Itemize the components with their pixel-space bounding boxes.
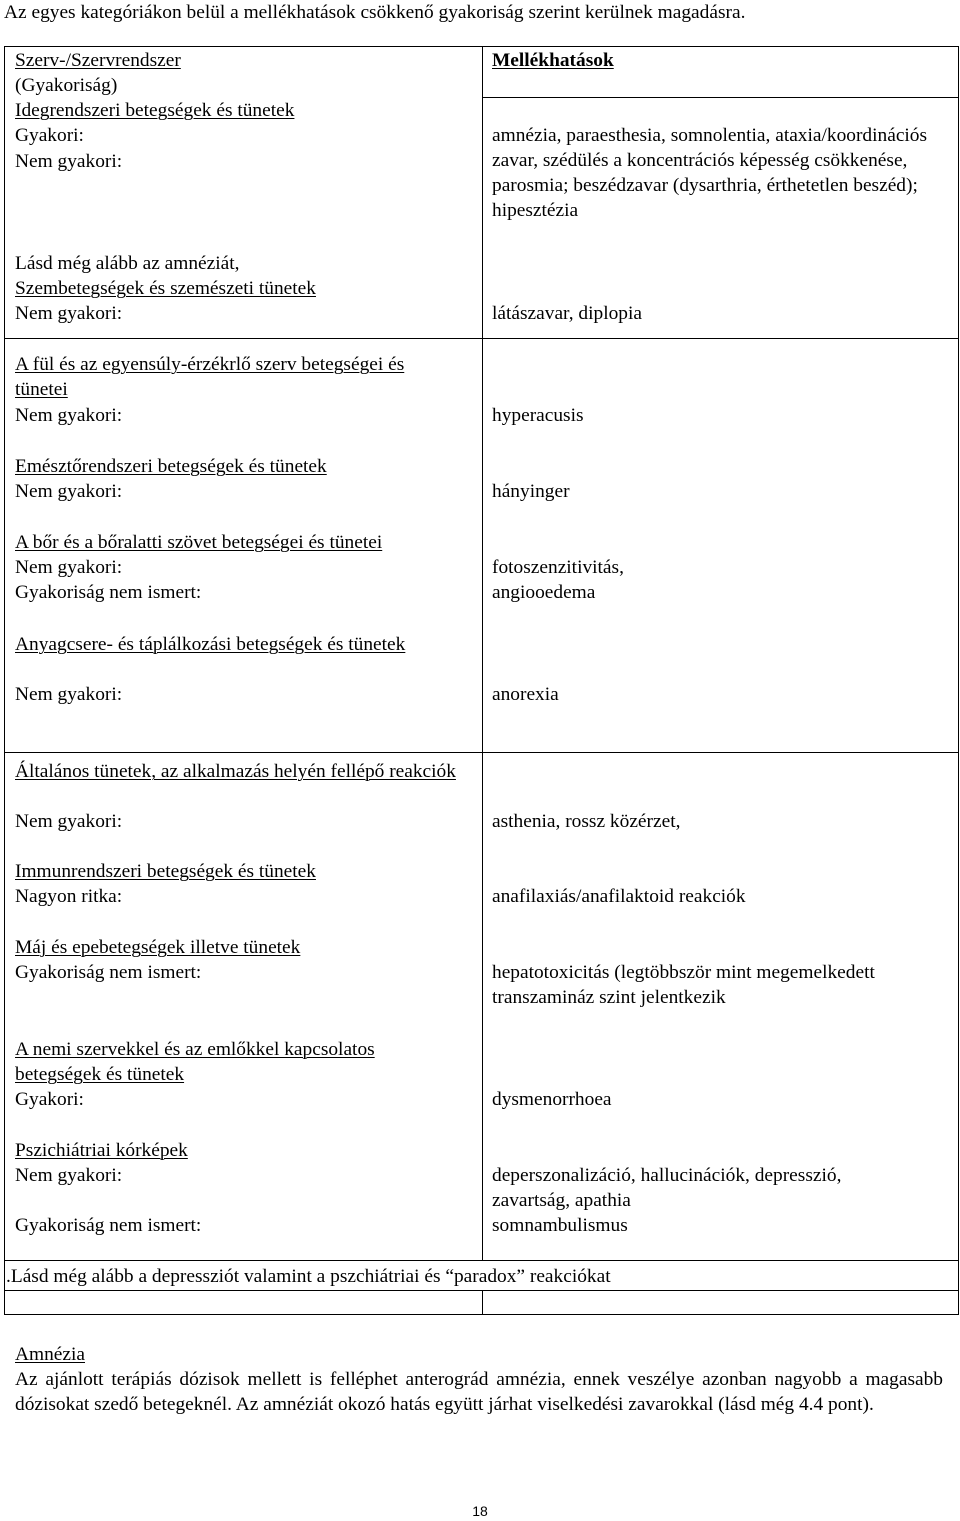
header-side-effects: Mellékhatások <box>492 50 614 71</box>
side-effects-reproductive: dysmenorrhoea <box>492 1089 612 1110</box>
frequency-label: Nem gyakori: <box>15 1165 123 1186</box>
category-digestive: Emésztőrendszeri betegségek és tünetek <box>15 456 327 477</box>
side-effects-digestive: hányinger <box>492 481 570 502</box>
page-number: 18 <box>472 1503 488 1519</box>
table-header-divider <box>482 97 959 98</box>
category-nervous-system: Idegrendszeri betegségek és tünetek <box>15 100 295 121</box>
frequency-label: Nem gyakori: <box>15 811 123 832</box>
category-immune: Immunrendszeri betegségek és tünetek <box>15 861 316 882</box>
table-border-right <box>958 46 959 1315</box>
frequency-label: Nem gyakori: <box>15 303 123 324</box>
amnezia-heading: Amnézia <box>15 1344 85 1365</box>
side-effects-skin-2: angiooedema <box>492 582 596 603</box>
category-eye: Szembetegségek és szemészeti tünetek <box>15 278 316 299</box>
category-psychiatric: Pszichiátriai kórképek <box>15 1140 188 1161</box>
frequency-label: Nagyon ritka: <box>15 886 123 907</box>
frequency-label: Nem gyakori: <box>15 557 123 578</box>
side-effects-ear: hyperacusis <box>492 405 584 426</box>
frequency-label: Gyakoriság nem ismert: <box>15 962 202 983</box>
table-border-left <box>4 46 5 1315</box>
category-skin: A bőr és a bőralatti szövet betegségei és tünetei <box>15 532 383 553</box>
see-also-note: Lásd még alább az amnéziát, <box>15 253 240 274</box>
side-effects-psychiatric-2: somnambulismus <box>492 1215 628 1236</box>
frequency-label: Gyakori: <box>15 125 84 146</box>
frequency-label: Nem gyakori: <box>15 481 123 502</box>
side-effects-metabolism: anorexia <box>492 684 559 705</box>
side-effects-general: asthenia, rossz közérzet, <box>492 811 681 832</box>
category-reproductive: A nemi szervekkel és az emlőkkel kapcsolatos betegségek és tünetek <box>15 1039 375 1085</box>
table-footnote: .Lásd még alább a depressziót valamint a pszchiátriai és “paradox” reakciókat <box>6 1266 611 1287</box>
side-effects-psychiatric-1: deperszonalizáció, hallucinációk, depresszió, zavartság, apathia <box>492 1165 842 1211</box>
intro-text: Az egyes kategóriákon belül a mellékhatások csökkenő gyakoriság szerint kerülnek magadásra. <box>4 2 746 23</box>
amnezia-text: Az ajánlott terápiás dózisok mellett is felléphet anterográd amnézia, ennek veszélye azonban nagyobb a magasabb dózisokat szedő betegeknél. Az amnéziát okozó hatás együtt járhat viselkedési zavarokkal (lásd még 4.4 pont). <box>15 1369 943 1415</box>
category-liver: Máj és epebetegségek illetve tünetek <box>15 937 301 958</box>
category-general: Általános tünetek, az alkalmazás helyén fellépő reakciók <box>15 761 456 782</box>
category-metabolism: Anyagcsere- és táplálkozási betegségek és tünetek <box>15 634 406 655</box>
frequency-label: Gyakoriság nem ismert: <box>15 1215 202 1236</box>
side-effects-nervous-system: amnézia, paraesthesia, somnolentia, ataxia/koordinációs zavar, szédülés a koncentrációs képesség csökkenése, parosmia; beszédzavar (dysarthria, érthetetlen beszéd); hipesztézia <box>492 125 928 221</box>
side-effects-skin-1: fotoszenzitivitás, <box>492 557 624 578</box>
side-effects-eye: látászavar, diplopia <box>492 303 642 324</box>
table-column-divider-b <box>482 1290 483 1315</box>
table-column-divider-a <box>482 46 483 1261</box>
frequency-label: Nem gyakori: <box>15 151 123 172</box>
frequency-label: Nem gyakori: <box>15 684 123 705</box>
frequency-label: Nem gyakori: <box>15 405 123 426</box>
header-organ-system: Szerv-/Szervrendszer <box>15 50 181 71</box>
category-ear: A fül és az egyensúly-érzékrlő szerv betegségei és tünetei <box>15 354 405 400</box>
frequency-label: Gyakoriság nem ismert: <box>15 582 202 603</box>
side-effects-immune: anafilaxiás/anafilaktoid reakciók <box>492 886 746 907</box>
side-effects-liver: hepatotoxicitás (legtöbbször mint megemelkedett transzamináz szint jelentkezik <box>492 962 875 1008</box>
header-frequency: (Gyakoriság) <box>15 75 118 96</box>
frequency-label: Gyakori: <box>15 1089 84 1110</box>
